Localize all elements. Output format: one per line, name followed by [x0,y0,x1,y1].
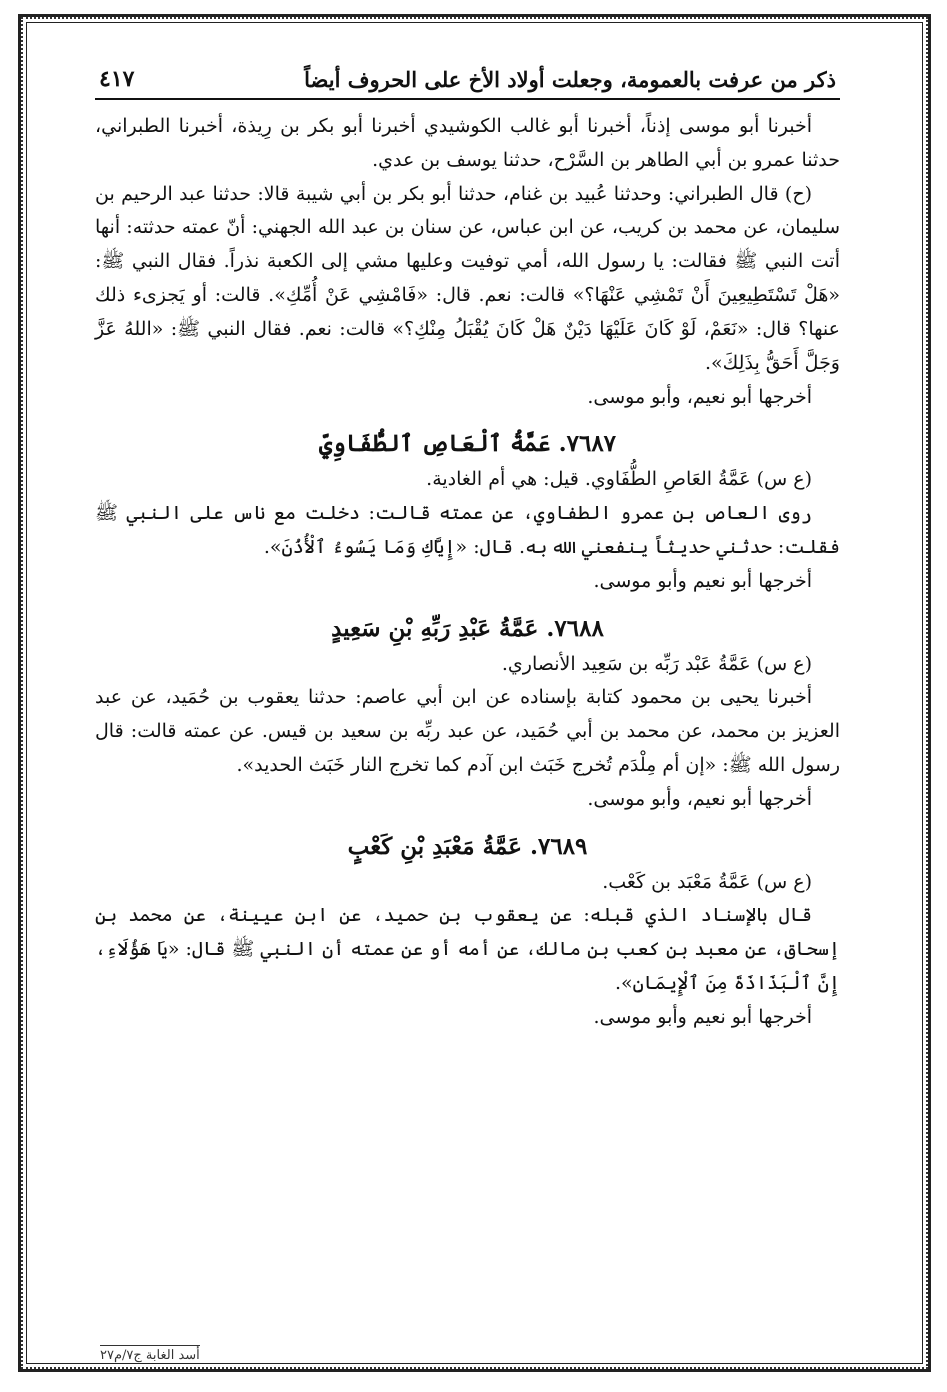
printer-signature: أسد الغابة ج٧/م٢٧ [100,1345,200,1363]
para-takhrij-7688: أخرجها أبو نعيم، وأبو موسى. [587,787,812,810]
entry-title-7687: ٧٦٨٧. عَمَّةُ ٱلْعَاصِ ٱلطُّفَاوِيِّ [318,430,617,458]
para-takhrij-1: أخرجها أبو نعيم، وأبو موسى. [587,385,812,408]
document-page [95,60,840,1360]
page-number: ٤١٧ [99,66,135,92]
page-content [95,110,840,1035]
running-title: ذكر من عرفت بالعمومة، وجعلت أولاد الأخ على الحروف أيضاً [304,67,836,92]
para-isnad-1: أخبرنا أبو موسى إذناً، أخبرنا أبو غالب الكوشيدي أخبرنا أبو بكر بن رِيذة، أخبرنا الطبراني، حدثنا عمرو بن أبي الطاهر بن السَّرْح، حدثنا يوسف بن عدي. [95,115,840,171]
para-hadith-7687: روى العاص بن عمرو الطفاوي، عن عمته قالت: دخلت مع ناس على النبي ﷺ فقلت: حدثني حديثاً ينفعني الله به. قال: «إِيَّاكِ وَمَا يَسُوءُ ٱلْأُذُنَ». [95,502,840,558]
para-hadith-1: (ح) قال الطبراني: وحدثنا عُبيد بن غنام، حدثنا أبو بكر بن أبي شيبة قالا: حدثنا عبد الرحيم بن سليمان، عن محمد بن كريب، عن ابن عباس، عن سنان بن عبد الله الجهني: أنّ عمته حدثته: أنها أتت النبي ﷺ فقالت: يا رسول الله، أمي توفيت وعليها مشي إلى الكعبة نذراً. فقال النبي ﷺ: «هَلْ تَسْتَطِيعِينَ أَنْ تَمْشِي عَنْهَا؟» قالت: نعم. قال: «فَامْشِي عَنْ أُمِّكِ». قالت: أو يَجزىء ذلك عنها؟ قال: «نَعَمْ، لَوْ كَانَ عَلَيْهَا دَيْنٌ هَلْ كَانَ يُقْبَلُ مِنْكِ؟» قالت: نعم. فقال النبي ﷺ: «اللهُ عَزَّ وَجَلَّ أَحَقُّ بِذَلِكَ». [95,182,840,374]
para-takhrij-7687: أخرجها أبو نعيم وأبو موسى. [593,569,812,592]
para-intro-7687: (ع س) عَمَّةُ العَاصِ الطُّفَاوي. قيل: هي أم الغادية. [426,468,812,491]
entry-title-7689: ٧٦٨٩. عَمَّةُ مَعْبَدِ بْنِ كَعْبٍ [347,832,588,860]
para-hadith-7688: أخبرنا يحيى بن محمود كتابة بإسناده عن ابن أبي عاصم: حدثنا يعقوب بن حُمَيد، عن عبد العزيز بن محمد، عن محمد بن أبي حُمَيد، عن عبد ربِّه بن سعيد بن قيس. عن عمته قالت: قال رسول الله ﷺ: «إن أم مِلْدَم تُخرج خَبَث ابن آدم كما تخرج النار خَبَث الحديد». [95,686,840,776]
para-intro-7688: (ع س) عَمَّةُ عَبْد رَبِّه بن سَعِيد الأنصاري. [501,652,812,675]
para-intro-7689: (ع س) عَمَّةُ مَعْبَد بن كَعْب. [602,870,812,893]
para-hadith-7689: قال بالإسناد الذي قبله: عن يعقوب بن حميد، عن ابن عيينة، عن محمد بن إسحاق، عن معبد بن كعب بن مالك، عن أمه أو عن عمته أن النبي ﷺ قال: «يَا هَؤُلَاءِ، إِنَّ ٱلْبَذَاذَةَ مِنَ ٱلْإِيمَانِ». [95,904,840,995]
entry-title-7688: ٧٦٨٨. عَمَّةُ عَبْدِ رَبِّهِ بْنِ سَعِيدٍ [331,614,604,642]
para-takhrij-7689: أخرجها أبو نعيم وأبو موسى. [593,1005,812,1028]
running-header [95,60,840,100]
